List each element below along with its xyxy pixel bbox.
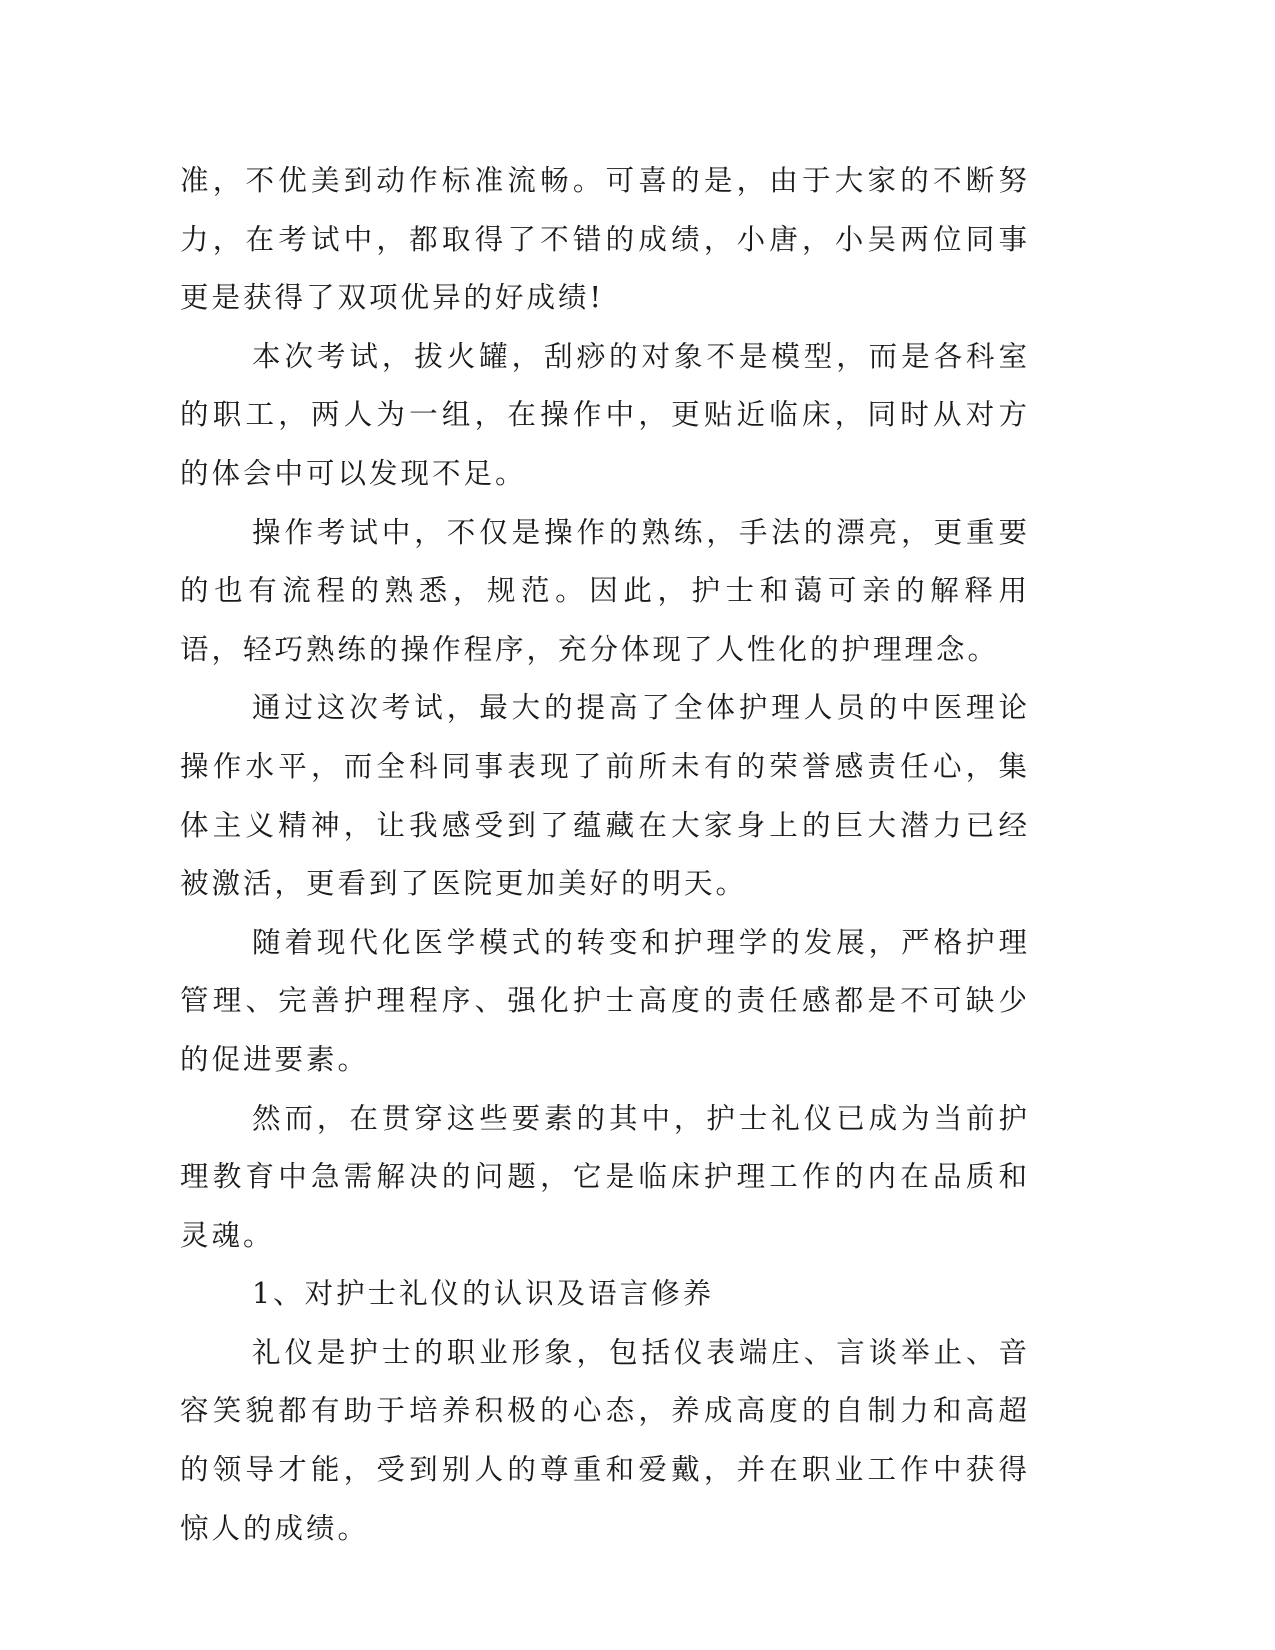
- paragraph-nursing-development: 随着现代化医学模式的转变和护理学的发展，严格护理管理、完善护理程序、强化护士高度的责任感都是不可缺少的促进要素。: [180, 925, 1030, 1076]
- section-heading: 1、对护士礼仪的认识及语言修养: [252, 1277, 715, 1311]
- paragraph-exam-subjects: 本次考试，拔火罐，刮痧的对象不是模型，而是各科室的职工，两人为一组，在操作中，更贴近临床，同时从对方的体会中可以发现不足。: [180, 339, 1030, 490]
- paragraph-etiquette-definition: 礼仪是护士的职业形象，包括仪表端庄、言谈举止、音容笑貌都有助于培养积极的心态，养成高度的自制力和高超的领导才能，受到别人的尊重和爱戴，并在职业工作中获得惊人的成绩。: [180, 1335, 1030, 1545]
- paragraph-continuation: 准，不优美到动作标准流畅。可喜的是，由于大家的不断努力，在考试中，都取得了不错的成绩，小唐，小吴两位同事更是获得了双项优异的好成绩!: [180, 164, 1030, 315]
- paragraph-nursing-etiquette: 然而，在贯穿这些要素的其中，护士礼仪已成为当前护理教育中急需解决的问题，它是临床护理工作的内在品质和灵魂。: [180, 1101, 1030, 1252]
- paragraph-operation-exam: 操作考试中，不仅是操作的熟练，手法的漂亮，更重要的也有流程的熟悉，规范。因此，护士和蔼可亲的解释用语，轻巧熟练的操作程序，充分体现了人性化的护理理念。: [180, 515, 1030, 666]
- paragraph-exam-results: 通过这次考试，最大的提高了全体护理人员的中医理论操作水平，而全科同事表现了前所未有的荣誉感责任心，集体主义精神，让我感受到了蕴藏在大家身上的巨大潜力已经被激活，更看到了医院更加美好的明天。: [180, 691, 1030, 901]
- document-page: [180, 152, 1030, 1558]
